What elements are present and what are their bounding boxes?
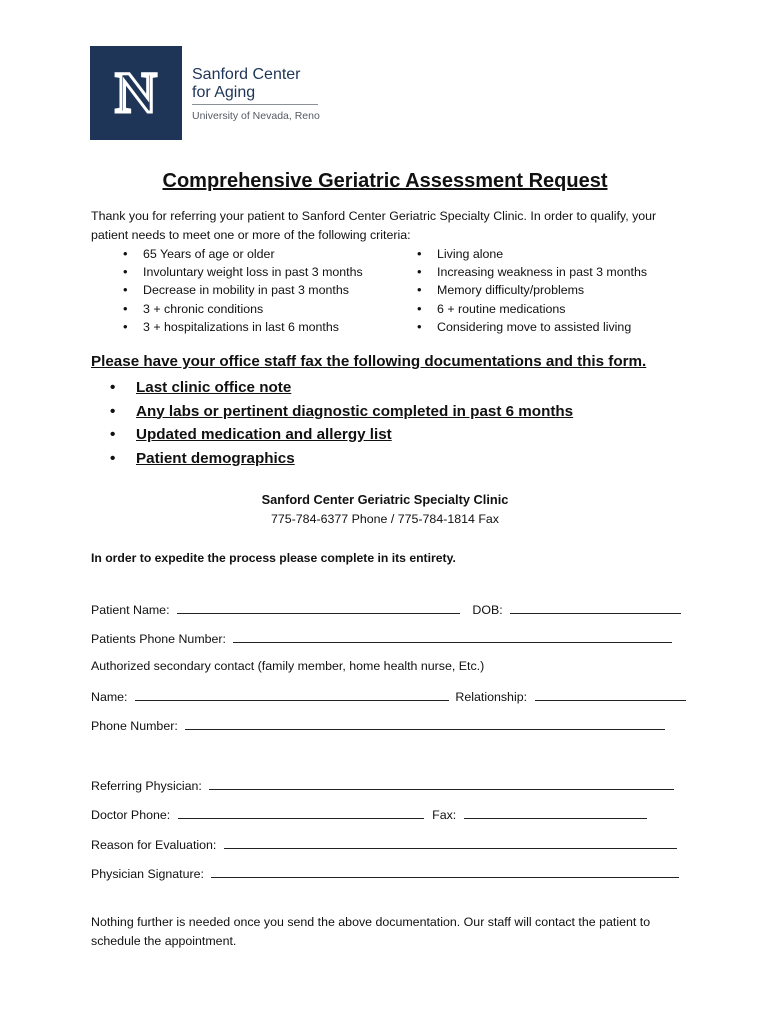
referring-physician-label: Referring Physician: [91, 779, 202, 793]
intro-paragraph: Thank you for referring your patient to Sanford Center Geriatric Specialty Clinic. In order to qualify, your patient needs to meet one or more of the following criteria: [91, 209, 657, 242]
contact-phone-field[interactable] [185, 716, 665, 730]
secondary-contact-label: Authorized secondary contact (family member, home health nurse, Etc.) [91, 659, 485, 673]
criteria-item: • Living alone [411, 245, 647, 263]
relationship-field[interactable] [535, 687, 686, 701]
patient-phone-label: Patients Phone Number: [91, 632, 226, 646]
contact-name-field[interactable] [135, 687, 449, 701]
criteria-item: • Memory difficulty/problems [411, 281, 647, 299]
fax-label: Fax: [432, 808, 457, 822]
expedite-note: In order to expedite the process please complete in its entirety. [91, 551, 456, 565]
patient-phone-row [91, 629, 672, 647]
criteria-item: • Considering move to assisted living [411, 318, 647, 336]
criteria-item: • 3 + hospitalizations in last 6 months [117, 318, 363, 336]
criteria-item: • Involuntary weight loss in past 3 months [117, 263, 363, 281]
referring-physician-field[interactable] [209, 776, 674, 790]
doctor-phone-row [91, 805, 647, 823]
criteria-item: • Decrease in mobility in past 3 months [117, 281, 363, 299]
criteria-list-left [117, 245, 363, 336]
contact-phone-row [91, 716, 665, 734]
fax-field[interactable] [464, 805, 647, 819]
document-item: • Last clinic office note [110, 376, 573, 400]
document-item: • Patient demographics [110, 447, 573, 471]
patient-name-label: Patient Name: [91, 603, 170, 617]
document-item: • Any labs or pertinent diagnostic completed in past 6 months [110, 400, 573, 424]
signature-label: Physician Signature: [91, 867, 204, 881]
logo-letter: N [115, 60, 157, 125]
patient-phone-field[interactable] [233, 629, 672, 643]
logo-name-line1: Sanford Center [192, 66, 301, 83]
secondary-contact-row [91, 658, 484, 674]
fax-instructions-heading: Please have your office staff fax the following documentations and this form. [91, 353, 647, 370]
criteria-item: • 3 + chronic conditions [117, 300, 363, 318]
criteria-item: • 6 + routine medications [411, 300, 647, 318]
reason-row [91, 835, 677, 853]
reason-field[interactable] [224, 835, 677, 849]
required-documents-list [110, 376, 573, 470]
patient-name-row [91, 600, 681, 618]
contact-phone-label: Phone Number: [91, 719, 178, 733]
criteria-item: • 65 Years of age or older [117, 245, 363, 263]
signature-field[interactable] [211, 864, 679, 878]
patient-name-field[interactable] [177, 600, 460, 614]
referring-physician-row [91, 776, 674, 794]
relationship-label: Relationship: [455, 690, 528, 704]
doctor-phone-label: Doctor Phone: [91, 808, 171, 822]
closing-paragraph: Nothing further is needed once you send the above documentation. Our staff will contact the patient to schedule the appointment. [91, 915, 651, 948]
contact-name-label: Name: [91, 690, 128, 704]
dob-field[interactable] [510, 600, 681, 614]
signature-row [91, 864, 679, 882]
university-logo [90, 46, 182, 140]
doctor-phone-field[interactable] [178, 805, 424, 819]
logo-divider [192, 104, 318, 105]
logo-organization-name [192, 66, 301, 102]
logo-subtitle: University of Nevada, Reno [192, 110, 320, 122]
dob-label: DOB: [472, 603, 503, 617]
criteria-item: • Increasing weakness in past 3 months [411, 263, 647, 281]
clinic-contact: 775-784-6377 Phone / 775-784-1814 Fax [270, 512, 500, 526]
page-title: Comprehensive Geriatric Assessment Request [162, 170, 608, 192]
contact-name-row [91, 687, 686, 705]
clinic-name: Sanford Center Geriatric Specialty Clinic [261, 492, 509, 507]
logo-name-line2: for Aging [192, 84, 256, 101]
criteria-list-right [411, 245, 647, 336]
reason-label: Reason for Evaluation: [91, 838, 217, 852]
document-item: • Updated medication and allergy list [110, 423, 573, 447]
